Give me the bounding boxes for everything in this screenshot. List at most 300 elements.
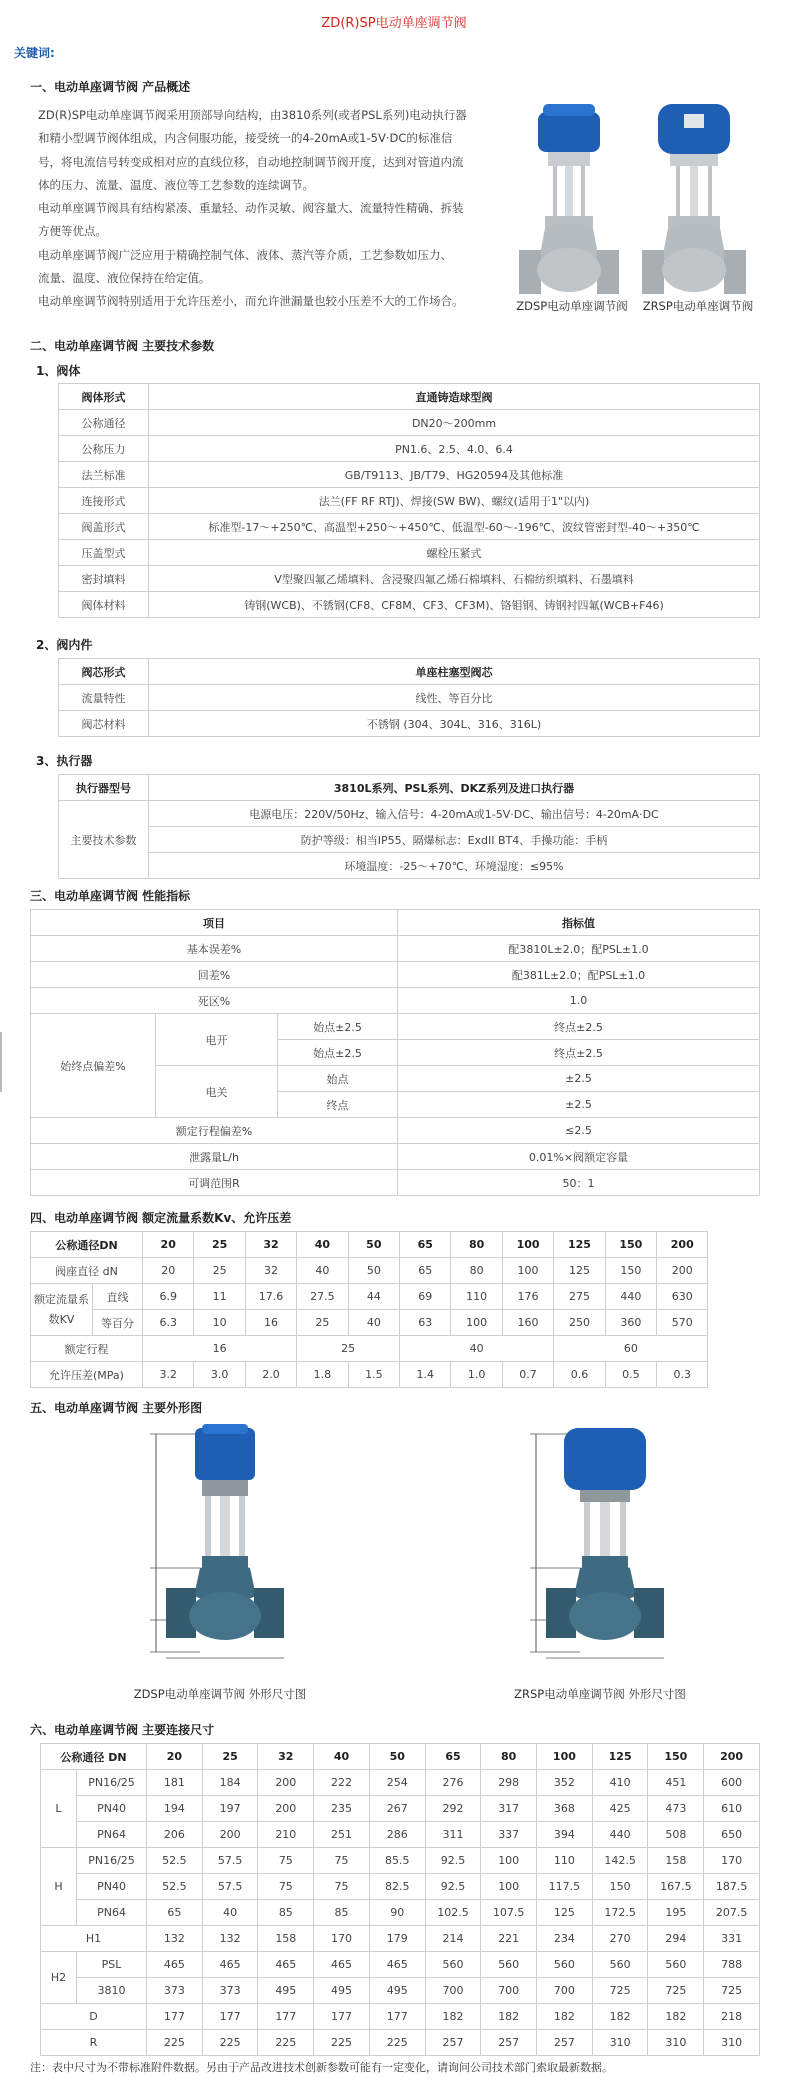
- dn-header: 20: [147, 1744, 203, 1770]
- row-label: 流量特性: [59, 685, 149, 711]
- dn-header: 80: [451, 1232, 502, 1258]
- photo-caption-zdsp: ZDSP电动单座调节阀: [516, 299, 628, 313]
- intro-line: 电动单座调节阀特别适用于允许压差小，而允许泄漏量也较小压差不大的工作场合。: [38, 294, 464, 309]
- section-performance: 三、电动单座调节阀 性能指标: [30, 889, 191, 903]
- dn-header: 100: [502, 1232, 553, 1258]
- cell: 473: [648, 1796, 704, 1822]
- row-label: 允许压差(MPa): [31, 1362, 143, 1388]
- cell: 158: [258, 1926, 314, 1952]
- cell: 368: [537, 1796, 593, 1822]
- cell: 75: [314, 1874, 370, 1900]
- row-label: R: [41, 2030, 147, 2056]
- row-value: GB/T9113、JB/T79、HG20594及其他标准: [149, 462, 760, 488]
- cell: 110: [537, 1848, 593, 1874]
- section-tech-params: 二、电动单座调节阀 主要技术参数: [30, 339, 215, 353]
- row-sublabel: 直线: [93, 1284, 143, 1310]
- cell: 560: [648, 1952, 704, 1978]
- row-sublabel: PN40: [77, 1796, 147, 1822]
- dimensions-table: [40, 1743, 760, 2056]
- row-value: V型聚四氟乙烯填料、含浸聚四氟乙烯石棉填料、石棉纺织填料、石墨填料: [149, 566, 760, 592]
- dn-header: 32: [245, 1232, 296, 1258]
- row-sublabel: 3810: [77, 1978, 147, 2004]
- cell: 1.8: [297, 1362, 348, 1388]
- cell: 182: [648, 2004, 704, 2030]
- row-sublabel: 始点±2.5: [278, 1040, 398, 1066]
- dn-header: 150: [605, 1232, 656, 1258]
- cell: 200: [657, 1258, 708, 1284]
- cell: 6.9: [143, 1284, 194, 1310]
- cell: 725: [704, 1978, 760, 2004]
- cell: 275: [554, 1284, 605, 1310]
- cell: 600: [704, 1770, 760, 1796]
- cell: 495: [258, 1978, 314, 2004]
- cell: 132: [147, 1926, 203, 1952]
- cell: 451: [648, 1770, 704, 1796]
- row-label: 阀座直径 dN: [31, 1258, 143, 1284]
- valve-body-table: [58, 383, 760, 618]
- cell: 92.5: [425, 1848, 481, 1874]
- subsection-body: 1、阀体: [36, 364, 81, 378]
- performance-table: [30, 909, 760, 1196]
- cell: 560: [592, 1952, 648, 1978]
- cell: 181: [147, 1770, 203, 1796]
- cell: 0.5: [605, 1362, 656, 1388]
- cell: 270: [592, 1926, 648, 1952]
- cell: 60: [554, 1336, 708, 1362]
- row-value: 法兰(FF RF RTJ)、焊接(SW BW)、螺纹(适用于1"以内): [149, 488, 760, 514]
- cell: 92.5: [425, 1874, 481, 1900]
- row-value: 电源电压：220V/50Hz、输入信号：4-20mA或1-5V·DC、输出信号：4-20mA·DC: [149, 801, 760, 827]
- cell: 200: [258, 1770, 314, 1796]
- cell: 630: [657, 1284, 708, 1310]
- cell: 80: [451, 1258, 502, 1284]
- cell: 292: [425, 1796, 481, 1822]
- cell: 182: [425, 2004, 481, 2030]
- cell: 150: [605, 1258, 656, 1284]
- cell: 225: [314, 2030, 370, 2056]
- row-label: 始终点偏差%: [31, 1014, 156, 1118]
- cell: 197: [202, 1796, 258, 1822]
- cell: 310: [704, 2030, 760, 2056]
- zdsp-valve-photo: [515, 100, 625, 300]
- cell: 225: [202, 2030, 258, 2056]
- table-header: 公称通径 DN: [41, 1744, 147, 1770]
- cell: 158: [648, 1848, 704, 1874]
- intro-line: ZD(R)SP电动单座调节阀采用顶部导向结构，由3810系列(或者PSL系列)电动执行器: [38, 108, 467, 122]
- row-value: 环境温度：-25～+70℃、环境湿度：≤95%: [149, 853, 760, 879]
- cell: 177: [314, 2004, 370, 2030]
- cell: 331: [704, 1926, 760, 1952]
- cell: 182: [537, 2004, 593, 2030]
- row-value: 线性、等百分比: [149, 685, 760, 711]
- intro-line: 流量、温度、液位保持在给定值。: [38, 271, 211, 286]
- cell: 225: [147, 2030, 203, 2056]
- row-label: 可调范围R: [31, 1170, 398, 1196]
- cell: 65: [400, 1258, 451, 1284]
- cell: 32: [245, 1258, 296, 1284]
- row-value: DN20～200mm: [149, 410, 760, 436]
- row-sublabel: 始点: [278, 1066, 398, 1092]
- row-label: 主要技术参数: [59, 801, 149, 879]
- cell: 90: [369, 1900, 425, 1926]
- outline-caption-zrsp: ZRSP电动单座调节阀 外形尺寸图: [514, 1687, 686, 1701]
- cell: 25: [194, 1258, 245, 1284]
- intro-line: 体的压力、流量、温度、液位等工艺参数的连续调节。: [38, 177, 314, 192]
- page-title: ZD(R)SP电动单座调节阀: [321, 16, 467, 31]
- dn-header: 125: [592, 1744, 648, 1770]
- cell: 102.5: [425, 1900, 481, 1926]
- cell: 294: [648, 1926, 704, 1952]
- cell: 44: [348, 1284, 399, 1310]
- row-sublabel: PN16/25: [77, 1848, 147, 1874]
- row-label: 电关: [156, 1066, 278, 1118]
- cell: 352: [537, 1770, 593, 1796]
- row-sublabel: PN16/25: [77, 1770, 147, 1796]
- cell: 125: [537, 1900, 593, 1926]
- cell: 286: [369, 1822, 425, 1848]
- cell: 160: [502, 1310, 553, 1336]
- cell: 82.5: [369, 1874, 425, 1900]
- row-label: 公称压力: [59, 436, 149, 462]
- cell: 207.5: [704, 1900, 760, 1926]
- row-sublabel: PN40: [77, 1874, 147, 1900]
- cell: 725: [592, 1978, 648, 2004]
- intro-text: [38, 104, 498, 314]
- row-label: 泄露量L/h: [31, 1144, 398, 1170]
- keywords-label: 关键词:: [14, 46, 55, 60]
- cell: 3.2: [143, 1362, 194, 1388]
- cell: 16: [143, 1336, 297, 1362]
- row-value: ±2.5: [398, 1066, 760, 1092]
- cell: 100: [502, 1258, 553, 1284]
- row-value: 防护等级：相当IP55、隔爆标志：ExdII BT4、手操功能：手柄: [149, 827, 760, 853]
- cell: 184: [202, 1770, 258, 1796]
- cell: 176: [502, 1284, 553, 1310]
- row-value: 配381L±2.0；配PSL±1.0: [398, 962, 760, 988]
- zrsp-outline-drawing: [520, 1420, 690, 1670]
- cell: 0.7: [502, 1362, 553, 1388]
- cell: 373: [147, 1978, 203, 2004]
- cell: 360: [605, 1310, 656, 1336]
- cell: 40: [202, 1900, 258, 1926]
- cell: 221: [481, 1926, 537, 1952]
- row-label: 死区%: [31, 988, 398, 1014]
- table-header: 直通铸造球型阀: [149, 384, 760, 410]
- cell: 465: [258, 1952, 314, 1978]
- cell: 225: [369, 2030, 425, 2056]
- scroll-edge-marker: [0, 1032, 2, 1092]
- section-outline: 五、电动单座调节阀 主要外形图: [30, 1401, 203, 1415]
- row-value: 1.0: [398, 988, 760, 1014]
- cell: 187.5: [704, 1874, 760, 1900]
- cell: 40: [400, 1336, 554, 1362]
- cell: 27.5: [297, 1284, 348, 1310]
- row-value: ≤2.5: [398, 1118, 760, 1144]
- cell: 317: [481, 1796, 537, 1822]
- cell: 465: [147, 1952, 203, 1978]
- row-value: 螺栓压紧式: [149, 540, 760, 566]
- row-value: ±2.5: [398, 1092, 760, 1118]
- cell: 788: [704, 1952, 760, 1978]
- dn-header: 200: [657, 1232, 708, 1258]
- photo-caption-zrsp: ZRSP电动单座调节阀: [642, 299, 754, 313]
- cell: 85.5: [369, 1848, 425, 1874]
- cell: 63: [400, 1310, 451, 1336]
- cell: 222: [314, 1770, 370, 1796]
- trim-table: [58, 658, 760, 737]
- intro-line: 电动单座调节阀广泛应用于精确控制气体、液体、蒸汽等介质，工艺参数如压力、: [38, 247, 452, 262]
- cell: 210: [258, 1822, 314, 1848]
- cell: 69: [400, 1284, 451, 1310]
- zdsp-outline-drawing: [140, 1420, 310, 1670]
- cell: 0.6: [554, 1362, 605, 1388]
- cell: 3.0: [194, 1362, 245, 1388]
- cell: 75: [258, 1848, 314, 1874]
- row-label: 公称通径: [59, 410, 149, 436]
- row-label: 阀体材料: [59, 592, 149, 618]
- cell: 132: [202, 1926, 258, 1952]
- cell: 0.3: [657, 1362, 708, 1388]
- row-sublabel: PN64: [77, 1822, 147, 1848]
- cell: 142.5: [592, 1848, 648, 1874]
- row-value: 配3810L±2.0；配PSL±1.0: [398, 936, 760, 962]
- cell: 250: [554, 1310, 605, 1336]
- row-label: L: [41, 1770, 77, 1848]
- row-value: 50：1: [398, 1170, 760, 1196]
- cell: 206: [147, 1822, 203, 1848]
- cell: 495: [314, 1978, 370, 2004]
- cell: 1.5: [348, 1362, 399, 1388]
- row-value: 终点±2.5: [398, 1040, 760, 1066]
- row-label: H: [41, 1848, 77, 1926]
- cell: 182: [592, 2004, 648, 2030]
- table-header: 单座柱塞型阀芯: [149, 659, 760, 685]
- cell: 11: [194, 1284, 245, 1310]
- subsection-actuator: 3、执行器: [36, 754, 93, 768]
- row-value: 不锈钢 (304、304L、316、316L): [149, 711, 760, 737]
- cell: 25: [297, 1336, 400, 1362]
- dn-header: 80: [481, 1744, 537, 1770]
- table-header: 阀芯形式: [59, 659, 149, 685]
- cell: 700: [537, 1978, 593, 2004]
- cell: 1.0: [451, 1362, 502, 1388]
- cell: 560: [425, 1952, 481, 1978]
- cell: 100: [481, 1874, 537, 1900]
- kv-table: [30, 1231, 760, 1388]
- cell: 508: [648, 1822, 704, 1848]
- cell: 200: [258, 1796, 314, 1822]
- cell: 177: [369, 2004, 425, 2030]
- cell: 495: [369, 1978, 425, 2004]
- cell: 570: [657, 1310, 708, 1336]
- cell: 276: [425, 1770, 481, 1796]
- table-header: 3810L系列、PSL系列、DKZ系列及进口执行器: [149, 775, 760, 801]
- cell: 440: [605, 1284, 656, 1310]
- cell: 2.0: [245, 1362, 296, 1388]
- cell: 214: [425, 1926, 481, 1952]
- cell: 52.5: [147, 1848, 203, 1874]
- cell: 311: [425, 1822, 481, 1848]
- cell: 254: [369, 1770, 425, 1796]
- cell: 700: [425, 1978, 481, 2004]
- section-overview: 一、电动单座调节阀 产品概述: [30, 80, 191, 94]
- cell: 16: [245, 1310, 296, 1336]
- table-header: 执行器型号: [59, 775, 149, 801]
- cell: 40: [348, 1310, 399, 1336]
- row-label: 基本误差%: [31, 936, 398, 962]
- row-label: 密封填料: [59, 566, 149, 592]
- cell: 57.5: [202, 1848, 258, 1874]
- cell: 200: [202, 1822, 258, 1848]
- cell: 560: [537, 1952, 593, 1978]
- cell: 725: [648, 1978, 704, 2004]
- cell: 310: [648, 2030, 704, 2056]
- cell: 150: [592, 1874, 648, 1900]
- cell: 337: [481, 1822, 537, 1848]
- cell: 257: [425, 2030, 481, 2056]
- cell: 257: [481, 2030, 537, 2056]
- cell: 218: [704, 2004, 760, 2030]
- cell: 373: [202, 1978, 258, 2004]
- cell: 251: [314, 1822, 370, 1848]
- cell: 394: [537, 1822, 593, 1848]
- cell: 440: [592, 1822, 648, 1848]
- cell: 17.6: [245, 1284, 296, 1310]
- row-label: 额定行程: [31, 1336, 143, 1362]
- row-label: H1: [41, 1926, 147, 1952]
- outline-caption-zdsp: ZDSP电动单座调节阀 外形尺寸图: [133, 1687, 307, 1701]
- cell: 75: [258, 1874, 314, 1900]
- cell: 6.3: [143, 1310, 194, 1336]
- cell: 117.5: [537, 1874, 593, 1900]
- dn-header: 50: [348, 1232, 399, 1258]
- cell: 177: [202, 2004, 258, 2030]
- cell: 410: [592, 1770, 648, 1796]
- cell: 177: [147, 2004, 203, 2030]
- cell: 20: [143, 1258, 194, 1284]
- cell: 195: [648, 1900, 704, 1926]
- cell: 425: [592, 1796, 648, 1822]
- cell: 298: [481, 1770, 537, 1796]
- table-header: 公称通径DN: [31, 1232, 143, 1258]
- dn-header: 150: [648, 1744, 704, 1770]
- cell: 235: [314, 1796, 370, 1822]
- cell: 650: [704, 1822, 760, 1848]
- section-dimensions: 六、电动单座调节阀 主要连接尺寸: [30, 1723, 215, 1737]
- cell: 700: [481, 1978, 537, 2004]
- cell: 125: [554, 1258, 605, 1284]
- row-label: 阀盖形式: [59, 514, 149, 540]
- cell: 257: [537, 2030, 593, 2056]
- cell: 52.5: [147, 1874, 203, 1900]
- cell: 465: [202, 1952, 258, 1978]
- intro-line: 和精小型调节阀体组成，内含伺服功能，接受统一的4-20mA或1-5V·DC的标准信: [38, 131, 453, 146]
- cell: 100: [481, 1848, 537, 1874]
- cell: 65: [147, 1900, 203, 1926]
- row-sublabel: 终点: [278, 1092, 398, 1118]
- cell: 225: [258, 2030, 314, 2056]
- row-label: 法兰标准: [59, 462, 149, 488]
- dn-header: 40: [314, 1744, 370, 1770]
- cell: 50: [348, 1258, 399, 1284]
- row-label: 额定行程偏差%: [31, 1118, 398, 1144]
- section-kv: 四、电动单座调节阀 额定流量系数Kv、允许压差: [30, 1211, 292, 1225]
- cell: 107.5: [481, 1900, 537, 1926]
- cell: 267: [369, 1796, 425, 1822]
- cell: 182: [481, 2004, 537, 2030]
- cell: 167.5: [648, 1874, 704, 1900]
- cell: 100: [451, 1310, 502, 1336]
- dn-header: 40: [297, 1232, 348, 1258]
- dn-header: 20: [143, 1232, 194, 1258]
- dn-header: 125: [554, 1232, 605, 1258]
- cell: 310: [592, 2030, 648, 2056]
- cell: 57.5: [202, 1874, 258, 1900]
- cell: 10: [194, 1310, 245, 1336]
- cell: 85: [314, 1900, 370, 1926]
- cell: 110: [451, 1284, 502, 1310]
- row-value: 0.01%×阀额定容量: [398, 1144, 760, 1170]
- actuator-table: [58, 774, 760, 879]
- row-label: 连接形式: [59, 488, 149, 514]
- row-label: 电开: [156, 1014, 278, 1066]
- cell: 25: [297, 1310, 348, 1336]
- intro-line: 号，将电流信号转变成相对应的直线位移，自动地控制调节阀开度，达到对管道内流: [38, 154, 464, 169]
- row-sublabel: 等百分: [93, 1310, 143, 1336]
- cell: 170: [314, 1926, 370, 1952]
- cell: 179: [369, 1926, 425, 1952]
- row-label: H2: [41, 1952, 77, 2004]
- cell: 234: [537, 1926, 593, 1952]
- row-value: 铸钢(WCB)、不锈钢(CF8、CF8M、CF3、CF3M)、铬钼钢、铸钢衬四氟(WCB+F46): [149, 592, 760, 618]
- row-sublabel: PN64: [77, 1900, 147, 1926]
- intro-line: 方便等优点。: [38, 224, 107, 239]
- cell: 177: [258, 2004, 314, 2030]
- dn-header: 200: [704, 1744, 760, 1770]
- row-label: 额定流量系数KV: [31, 1284, 93, 1336]
- row-value: 标准型-17～+250℃、高温型+250～+450℃、低温型-60～-196℃、波纹管密封型-40～+350℃: [149, 514, 760, 540]
- cell: 194: [147, 1796, 203, 1822]
- row-label: 回差%: [31, 962, 398, 988]
- dn-header: 100: [537, 1744, 593, 1770]
- table-header: 阀体形式: [59, 384, 149, 410]
- cell: 40: [297, 1258, 348, 1284]
- table-header: 指标值: [398, 910, 760, 936]
- row-value: 终点±2.5: [398, 1014, 760, 1040]
- row-sublabel: 始点±2.5: [278, 1014, 398, 1040]
- footnote: 注：表中尺寸为不带标准附件数据。另由于产品改进技术创新参数可能有一定变化，请询问公司技术部门索取最新数据。: [30, 2061, 613, 2074]
- cell: 465: [314, 1952, 370, 1978]
- dn-header: 65: [400, 1232, 451, 1258]
- cell: 75: [314, 1848, 370, 1874]
- cell: 170: [704, 1848, 760, 1874]
- row-sublabel: PSL: [77, 1952, 147, 1978]
- table-header: 项目: [31, 910, 398, 936]
- cell: 85: [258, 1900, 314, 1926]
- cell: 610: [704, 1796, 760, 1822]
- subsection-trim: 2、阀内件: [36, 638, 93, 652]
- dn-header: 25: [194, 1232, 245, 1258]
- dn-header: 25: [202, 1744, 258, 1770]
- row-value: PN1.6、2.5、4.0、6.4: [149, 436, 760, 462]
- row-label: D: [41, 2004, 147, 2030]
- dn-header: 50: [369, 1744, 425, 1770]
- zrsp-valve-photo: [640, 100, 750, 300]
- cell: 172.5: [592, 1900, 648, 1926]
- row-label: 压盖型式: [59, 540, 149, 566]
- cell: 560: [481, 1952, 537, 1978]
- dn-header: 32: [258, 1744, 314, 1770]
